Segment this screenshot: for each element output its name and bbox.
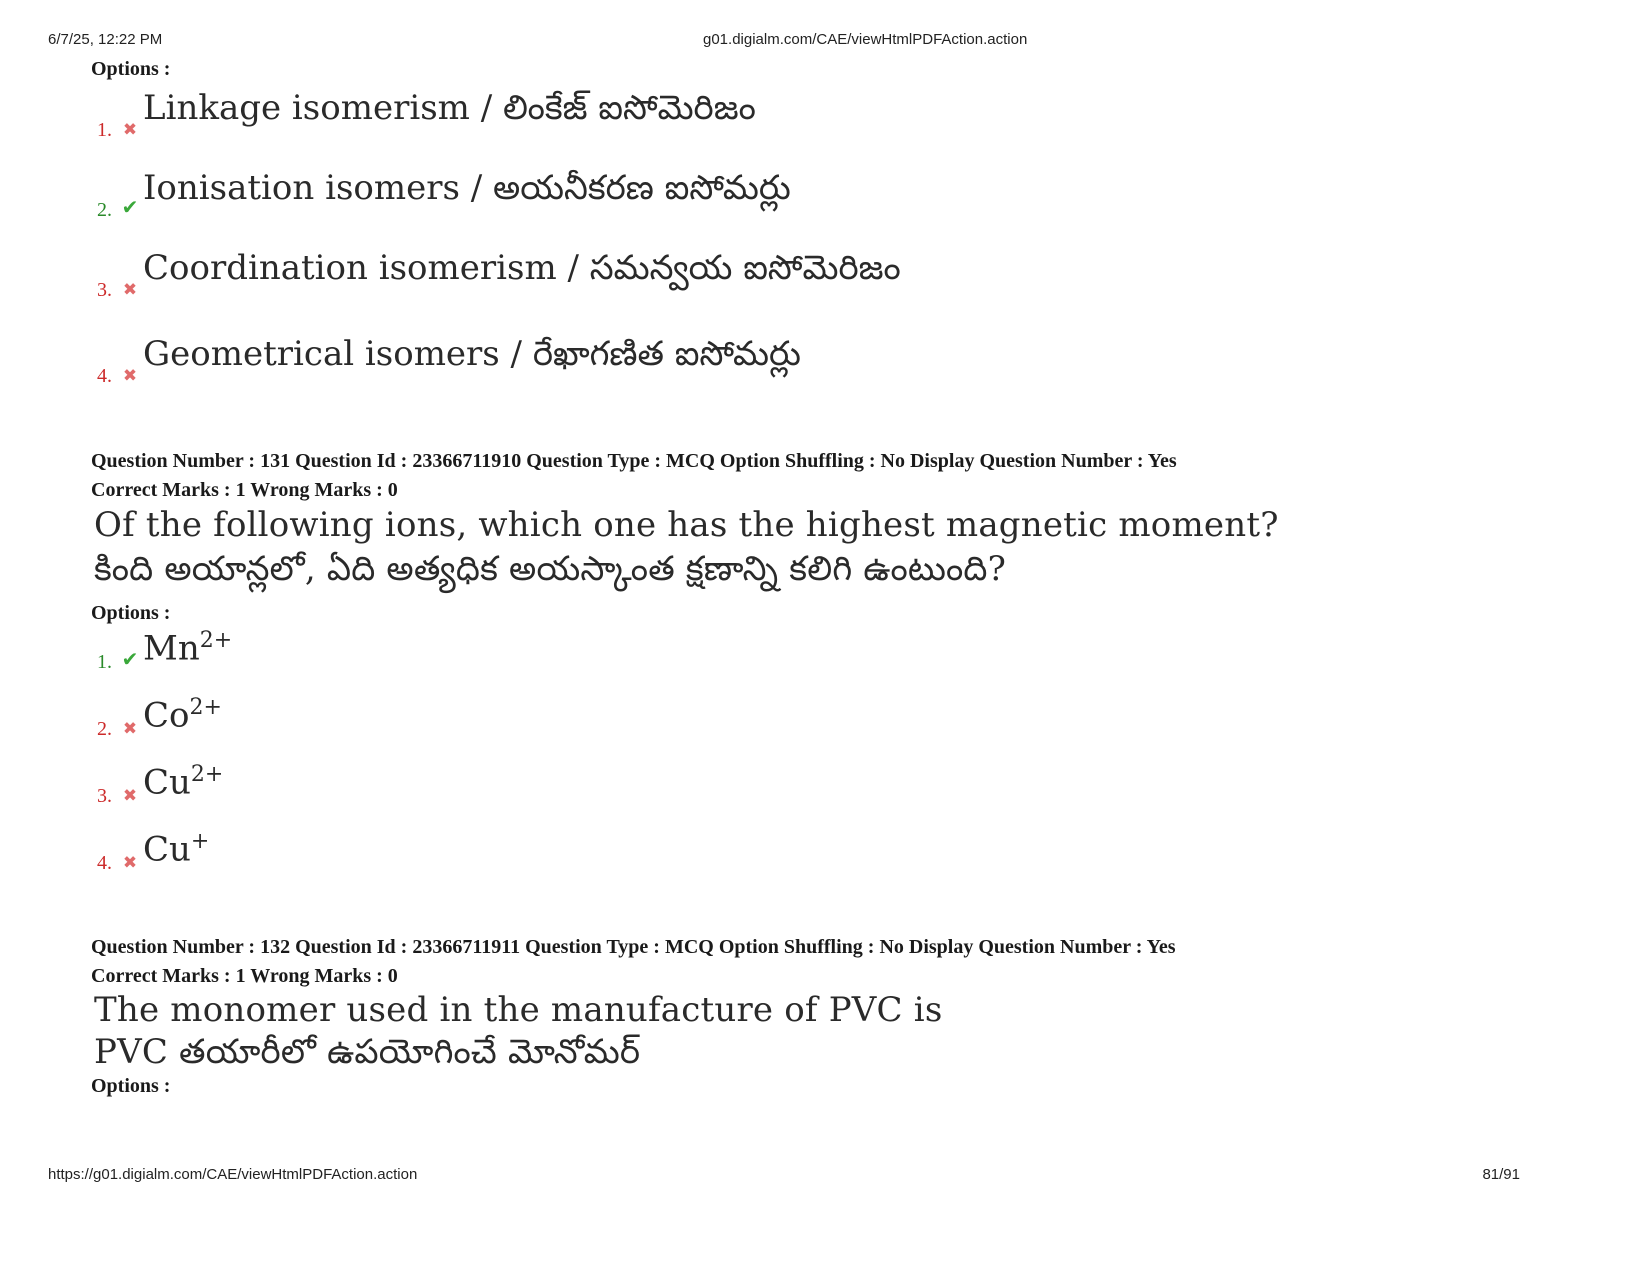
question-marks: Correct Marks : 1 Wrong Marks : 0: [91, 479, 398, 501]
option-number: 4.: [97, 365, 112, 387]
check-icon: ✔: [121, 649, 139, 672]
cross-icon: ✖: [122, 120, 138, 139]
options-label: Options :: [91, 602, 171, 624]
question-text-english: The monomer used in the manufacture of PVC is: [94, 990, 943, 1030]
cross-icon: ✖: [122, 719, 138, 739]
option-text: $Cu^{2+}$: [143, 762, 224, 803]
question-text-telugu: కింది అయాన్లలో, ఏది అత్యధిక అయస్కాంత క్షణాన్ని కలిగి ఉంటుంది?: [94, 549, 1007, 589]
option-text: Cu+: [143, 829, 210, 870]
option-row: [97, 762, 224, 808]
option-text: Coordination isomerism / సమన్వయ ఐసోమెరిజం: [143, 248, 901, 288]
option-row: [97, 695, 222, 741]
option-number: 3.: [97, 785, 112, 808]
options-label: Options :: [91, 1075, 171, 1097]
check-icon: ✔: [121, 197, 139, 219]
option-number: 4.: [97, 852, 112, 875]
option-number: 2.: [97, 718, 112, 741]
option-text: Ionisation isomers / అయనీకరణ ఐసోమర్లు: [143, 168, 791, 208]
options-label: Options :: [91, 58, 171, 80]
option-number: 2.: [97, 199, 112, 221]
question-text-telugu: PVC తయారీలో ఉపయోగించే మోనోమర్: [94, 1032, 641, 1072]
print-datetime: 6/7/25, 12:22 PM: [48, 31, 163, 48]
option-row: [97, 248, 901, 301]
question-meta: Question Number : 131 Question Id : 23366711910 Question Type : MCQ Option Shuffling : No Display Question Number : Yes: [91, 450, 1177, 472]
cross-icon: ✖: [122, 280, 138, 299]
cross-icon: ✖: [122, 366, 138, 385]
option-row: [97, 168, 791, 221]
cross-icon: ✖: [122, 786, 138, 806]
option-row: [97, 88, 756, 141]
question-text-english: Of the following ions, which one has the highest magnetic moment?: [94, 505, 1279, 545]
option-row: [97, 334, 801, 387]
option-text: $Co^{2+}$: [143, 695, 222, 736]
question-meta: Question Number : 132 Question Id : 23366711911 Question Type : MCQ Option Shuffling : No Display Question Number : Yes: [91, 936, 1176, 958]
cross-icon: ✖: [122, 853, 138, 873]
print-footer-url: https://g01.digialm.com/CAE/viewHtmlPDFAction.action: [48, 1166, 418, 1183]
option-row: [97, 829, 210, 875]
option-number: 1.: [97, 119, 112, 141]
option-text: $Mn^{2+}$: [143, 628, 233, 669]
page-number: 81/91: [1482, 1166, 1520, 1183]
print-header-url: g01.digialm.com/CAE/viewHtmlPDFAction.action: [703, 31, 1028, 48]
option-number: 3.: [97, 279, 112, 301]
option-number: 1.: [97, 651, 112, 674]
option-text: Linkage isomerism / లింకేజ్ ఐసోమెరిజం: [143, 88, 756, 128]
option-row: [97, 628, 233, 674]
question-marks: Correct Marks : 1 Wrong Marks : 0: [91, 965, 398, 987]
option-text: Geometrical isomers / రేఖాగణిత ఐసోమర్లు: [143, 334, 801, 374]
